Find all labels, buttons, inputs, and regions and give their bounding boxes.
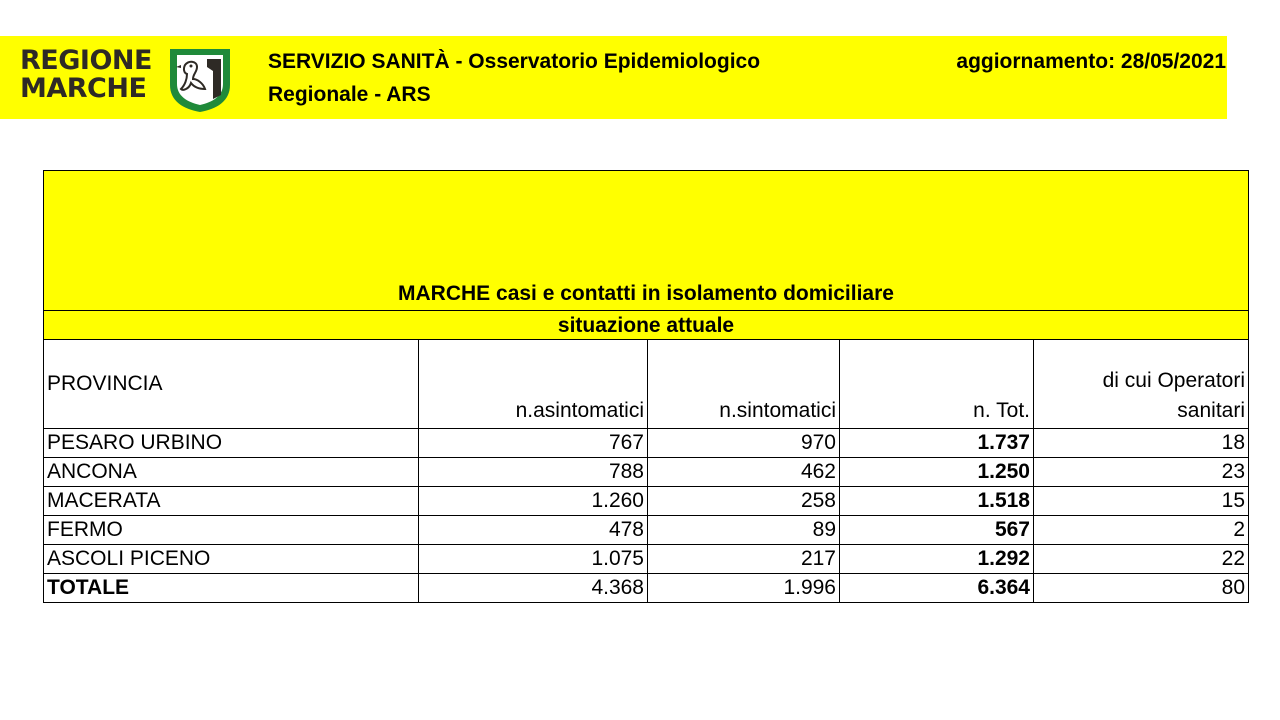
total-operatori: 80 — [1034, 574, 1249, 603]
cell-operatori: 22 — [1034, 545, 1249, 574]
col-header-sintomatici: n.sintomatici — [648, 340, 840, 429]
table-subtitle: situazione attuale — [44, 311, 1249, 340]
table-subtitle-row — [44, 311, 1249, 340]
cell-sintomatici: 89 — [648, 516, 840, 545]
cell-operatori: 15 — [1034, 487, 1249, 516]
total-label: TOTALE — [44, 574, 419, 603]
col-header-provincia: PROVINCIA — [44, 340, 419, 429]
table-row — [44, 487, 1249, 516]
cell-sintomatici: 970 — [648, 429, 840, 458]
col-header-operatori: di cui Operatori sanitari — [1034, 340, 1249, 429]
logo-line-1: REGIONE — [20, 45, 152, 76]
cell-sintomatici: 462 — [648, 458, 840, 487]
cell-operatori: 18 — [1034, 429, 1249, 458]
cell-totale: 1.518 — [840, 487, 1034, 516]
cell-operatori: 2 — [1034, 516, 1249, 545]
cell-operatori: 23 — [1034, 458, 1249, 487]
cell-totale: 1.737 — [840, 429, 1034, 458]
total-totale: 6.364 — [840, 574, 1034, 603]
cell-sintomatici: 217 — [648, 545, 840, 574]
total-row — [44, 574, 1249, 603]
header-banner — [0, 36, 1227, 119]
table-row — [44, 545, 1249, 574]
isolation-table — [43, 170, 1249, 603]
regione-marche-shield-icon — [167, 45, 233, 113]
col-header-totale: n. Tot. — [840, 340, 1034, 429]
logo-line-2: MARCHE — [20, 73, 147, 104]
cell-provincia: FERMO — [44, 516, 419, 545]
table-title-row — [44, 171, 1249, 311]
table-title: MARCHE casi e contatti in isolamento domiciliare — [44, 171, 1249, 311]
cell-asintomatici: 478 — [419, 516, 648, 545]
total-asintomatici: 4.368 — [419, 574, 648, 603]
office-line-2: Regionale - ARS — [268, 83, 431, 106]
cell-provincia: ANCONA — [44, 458, 419, 487]
update-date: aggiornamento: 28/05/2021 — [956, 50, 1226, 73]
column-header-row — [44, 340, 1249, 429]
cell-provincia: MACERATA — [44, 487, 419, 516]
isolation-table-container — [43, 170, 1245, 608]
table-row — [44, 458, 1249, 487]
cell-asintomatici: 767 — [419, 429, 648, 458]
cell-totale: 567 — [840, 516, 1034, 545]
total-sintomatici: 1.996 — [648, 574, 840, 603]
cell-totale: 1.292 — [840, 545, 1034, 574]
office-line-1: SERVIZIO SANITÀ - Osservatorio Epidemiologico — [268, 50, 761, 73]
table-row — [44, 516, 1249, 545]
cell-provincia: ASCOLI PICENO — [44, 545, 419, 574]
table-row — [44, 429, 1249, 458]
cell-asintomatici: 1.260 — [419, 487, 648, 516]
cell-asintomatici: 1.075 — [419, 545, 648, 574]
cell-totale: 1.250 — [840, 458, 1034, 487]
region-logo-text — [20, 47, 152, 103]
col-header-asintomatici: n.asintomatici — [419, 340, 648, 429]
cell-provincia: PESARO URBINO — [44, 429, 419, 458]
cell-sintomatici: 258 — [648, 487, 840, 516]
office-title — [268, 45, 760, 111]
cell-asintomatici: 788 — [419, 458, 648, 487]
